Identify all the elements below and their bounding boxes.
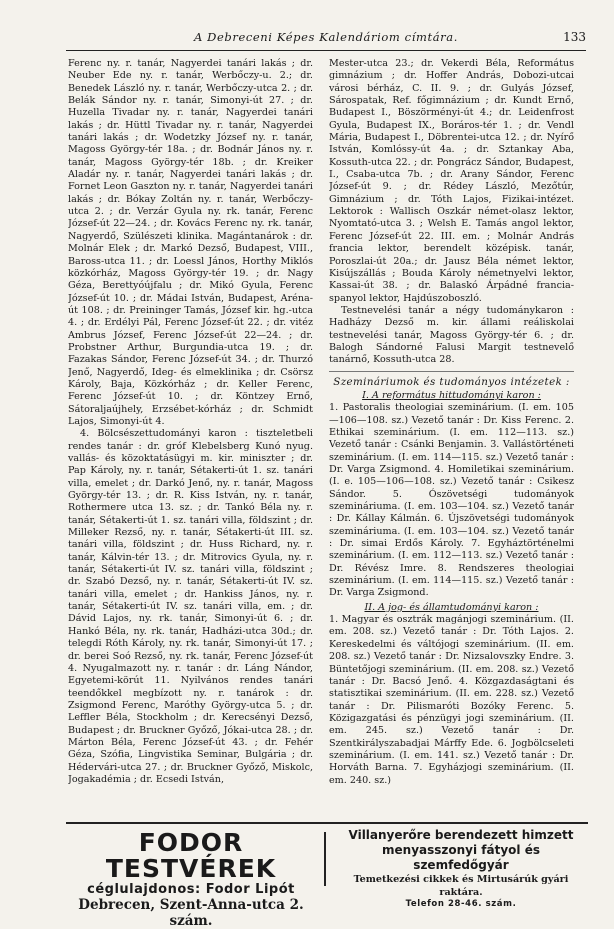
page-number: 133 — [563, 30, 586, 44]
faculty-paragraph: 4. Bölcsészettudományi karon : tiszteletbeli rendes tanár : dr. gróf Klebelsberg Kunó nyug. vallás- és közoktatásügyi m. kir. miniszter ; dr. Pap Károly, ny. r. tanár, Sétakerti-út 1. sz. tanári villa, emelet ; dr. Darkó Jenő, ny. r. tanár, Magoss György-tér 13. ; dr. R. Kiss István, ny. r. tanár, Rothermere utca 13. sz. ; dr. Tankó Béla ny. r. tanár, Sétakerti-út 1. sz. tanári villa, földszint ; dr. Milleker Rezső, ny. r. tanár, Sétakerti-út III. sz. tanári villa, földszint ; dr. Huss Richard, ny. r. tanár, Kálvin-tér 13. ; dr. Mitrovics Gyula, ny. r. tanár, Sétakerti-út IV. sz. tanári villa, földszint ; dr. Szabó Dezső, ny. r. tanár, Sétakerti-út IV. sz. tanári villa, emelet ; dr. Hankiss János, ny. r. tanár, Sétakerti-út IV. sz. tanári villa, em. ; dr. Dávid Lajos, ny. rk. tanár, Simonyi-út 6. ; dr. Hankó Béla, ny. rk. tanár, Hadházi-utca 30d.; dr. telegdi Róth Károly, ny. rk. tanár, Simonyi-út 17. ; dr. berei Soó Rezső, ny. rk. tanár, Ferenc József-út 4. Nyugalmazott ny. r. tanár : dr. Láng Nándor, Egyetemi-körút 11. Nyilvános rendes tanári teendőkkel megbízott ny. r. tanárok : dr. Zsigmond Ferenc, Maróthy György-utca 5. ; dr. Leffler Béla, Stockholm ; dr. Kerecsényi Dezső, Budapest ; dr. Bruckner Győző, Jókai-utca 28. ; dr. Márton Béla, Ferenc József-út 43. ; dr. Fehér Géza, Szófia, Lingvistika Seminar, Bulgária ; dr. Hédervári-utca 27. ; dr. Bruckner Győző, Miskolc, Jogakadémia ; dr. Ecsedi István, — [68, 428, 313, 785]
faculty-paragraph: Ferenc ny. r. tanár, Nagyerdei tanári lakás ; dr. Neuber Ede ny. r. tanár, Werbőczy-u. 2.; dr. Benedek László ny. r. tanár, Werbőczy-utca 2. ; dr. Belák Sándor ny. r. tanár, Simonyi-út 27. ; dr. Huzella Tivadar ny. r. tanár, Nagyerdei tanári lakás ; dr. Hüttl Tivadar ny. r. tanár, Nagyerdei tanári lakás ; dr. Wodetzky József ny. r. tanár, Magoss György-tér 18a. ; dr. Bodnár János ny. r. tanár, Magoss György-tér 18b. ; dr. Kreiker Aladár ny. r. tanár, Nagyerdei tanári lakás ; dr. Fornet Leon Gaszton ny. r. tanár, Nagyerdei tanári lakás ; dr. Bókay Zoltán ny. r. tanár, Werbőczy-utca 2. ; dr. Verzár Gyula ny. rk. tanár, Ferenc József-út 22—24. ; dr. Kovács Ferenc ny. rk. tanár, Nagyerdő, Szülészeti klinika. Magántanárok : dr. Molnár Elek ; dr. Markó Dezső, Budapest, VIII., Baross-utca 11. ; dr. Loessl János, Horthy Miklós közkórház, Magoss György-tér 19. ; dr. Nagy Géza, Berettyóújfalu ; dr. Mikó Gyula, Ferenc József-út 10. ; dr. Mádai István, Budapest, Aréna-út 108. ; dr. Preininger Tamás, József kir. hg.-utca 4. ; dr. Erdélyi Pál, Ferenc József-út 22. ; dr. vitéz Ambrus József, Ferenc József-út 22—24. ; dr. Probstner Arthur, Burgundia-utca 19. ; dr. Fazakas Sándor, Ferenc József-út 34. ; dr. Thurzó Jenő, Nagyerdő, Ideg- és elmeklinika ; dr. Csörsz Károly, Baja, Közkórház ; dr. Keller Ferenc, Ferenc József-út 10. ; dr. Köntzey Ernő, Sátoraljaújhely, Erzsébet-kórház ; dr. Schmidt Lajos, Simonyi-út 4. — [68, 58, 313, 427]
right-column — [329, 58, 574, 818]
subsection-title — [329, 602, 574, 614]
ad-address: Debrecen, Szent-Anna-utca 2. szám. — [78, 897, 304, 929]
advertisement-strip — [66, 822, 588, 929]
subsection-title-text: I. A református hittudományi karon : — [362, 389, 541, 401]
ad-divider — [324, 832, 326, 886]
left-column — [68, 58, 313, 818]
subsection-title-text: II. A jog- és államtudományi karon : — [364, 601, 539, 613]
ad-company-name: FODOR TESTVÉREK — [105, 828, 277, 883]
section-title: Szemináriumok és tudományos intézetek : — [329, 371, 574, 388]
advertisement-veil-factory — [334, 828, 588, 909]
subsection-title — [329, 390, 574, 402]
faculty-paragraph: Mester-utca 23.; dr. Vekerdi Béla, Református gimnázium ; dr. Hoffer András, Dobozi-utcai városi bérház, C. II. 9. ; dr. Gulyás József, Sárospatak, Ref. főgimnázium ; dr. Kundt Ernő, Budapest I., Böszörményi-út 4.; dr. Leidenfrost Gyula, Budapest IX., Boráros-tér 1. ; dr. Vendl Mária, Budapest I., Döbrentei-utca 12. ; dr. Nyírő István, Komlóssy-út 4a. ; dr. Sztankay Aba, Kossuth-utca 22. ; dr. Pongrácz Sándor, Budapest, I., Csaba-utca 7b. ; dr. Arany Sándor, Ferenc József-út 9. ; dr. Rédey László, Mezőtúr, Gimnázium ; dr. Tóth Lajos, Fizikai-intézet. Lektorok : Wallisch Oszkár német-olasz lektor, Nyomtató-utca 3. ; Welsh E. Tamás angol lektor, Ferenc József-út 22. III. em. ; Molnár András francia lektor, berendelt középisk. tanár, Poroszlai-út 20a.; dr. Jausz Béla német lektor, Kisújszállás ; Bouda Károly németnyelvi lektor, Kassai-út 38. ; dr. Balaskó Árpádné francia-spanyol lektor, Hajdúszoboszló. — [329, 58, 574, 304]
ad-line: Temetkezési cikkek és Mirtusárúk gyári raktára. — [353, 874, 569, 898]
seminar-list: 1. Magyar és osztrák magánjogi szeminárium. (II. em. 208. sz.) Vezető tanár : Dr. Tóth Lajos. 2. Kereskedelmi és váltójogi szeminárium. (II. em. 208. sz.) Vezető tanár : Dr. Nizsalovszky Endre. 3. Büntetőjogi szeminárium. (II. em. 208. sz.) Vezető tanár : Dr. Bacsó Jenő. 4. Közgazdaságtani és statisztikai szeminárium. (II. em. 228. sz.) Vezető tanár : Dr. Pilismaróti Bozóky Ferenc. 5. Közigazgatási és pénzügyi jogi szeminárium. (II. em. 245. sz.) Vezető tanár : Dr. Szentkirályszabadjai Márffy Ede. 6. Jogbölcseleti szeminárium. (I. em. 141. sz.) Vezető tanár : Dr. Horváth Barna. 7. Egyházjogi szeminárium. (II. em. 240. sz.) — [329, 614, 574, 786]
ad-line: Villanyerőre berendezett himzett — [348, 828, 574, 842]
seminar-list: 1. Pastoralis theologiai szeminárium. (I. em. 105—106—108. sz.) Vezető tanár : Dr. Kiss Ferenc. 2. Ethikai szeminárium. (I. em. 112—113. sz.) Vezető tanár : Csánki Benjamin. 3. Vallástörténeti szeminárium. (I. em. 114—115. sz.) Vezető tanár : Dr. Varga Zsigmond. 4. Homiletikai szeminárium. (I. e. 105—106—108. sz.) Vezető tanár : Csikesz Sándor. 5. Ószövetségi tudományok szemináriuma. (I. em. 103—104. sz.) Vezető tanár : Dr. Kállay Kálmán. 6. Újszövetségi tudományok szemináriuma. (I. em. 103—104. sz.) Vezető tanár : Dr. simai Erdős Károly. 7. Egyháztörténelmi szeminárium. (I. em. 112—113. sz.) Vezető tanár : Dr. Révész Imre. 8. Rendszeres theologiai szeminárium. (I. em. 114—115. sz.) Vezető tanár : Dr. Varga Zsigmond. — [329, 402, 574, 599]
faculty-paragraph: Testnevelési tanár a négy tudománykaron : Hadházy Dezső m. kir. állami reáliskolai testnevelési tanár, Magoss György-tér 6. ; dr. Balogh Sándorné Falusi Margit testnevelő tanárnő, Kossuth-utca 28. — [329, 304, 574, 366]
ad-line: menyasszonyi fátyol és szemfedőgyár — [382, 843, 540, 872]
running-title: A Debreceni Képes Kalendáriom címtára. — [194, 30, 458, 44]
page-header — [66, 30, 586, 51]
ad-owner: céglulajdonos: Fodor Lipót — [87, 882, 295, 897]
advertisement-fodor — [66, 828, 316, 929]
ad-phone: Telefon 28-46. szám. — [405, 899, 517, 909]
